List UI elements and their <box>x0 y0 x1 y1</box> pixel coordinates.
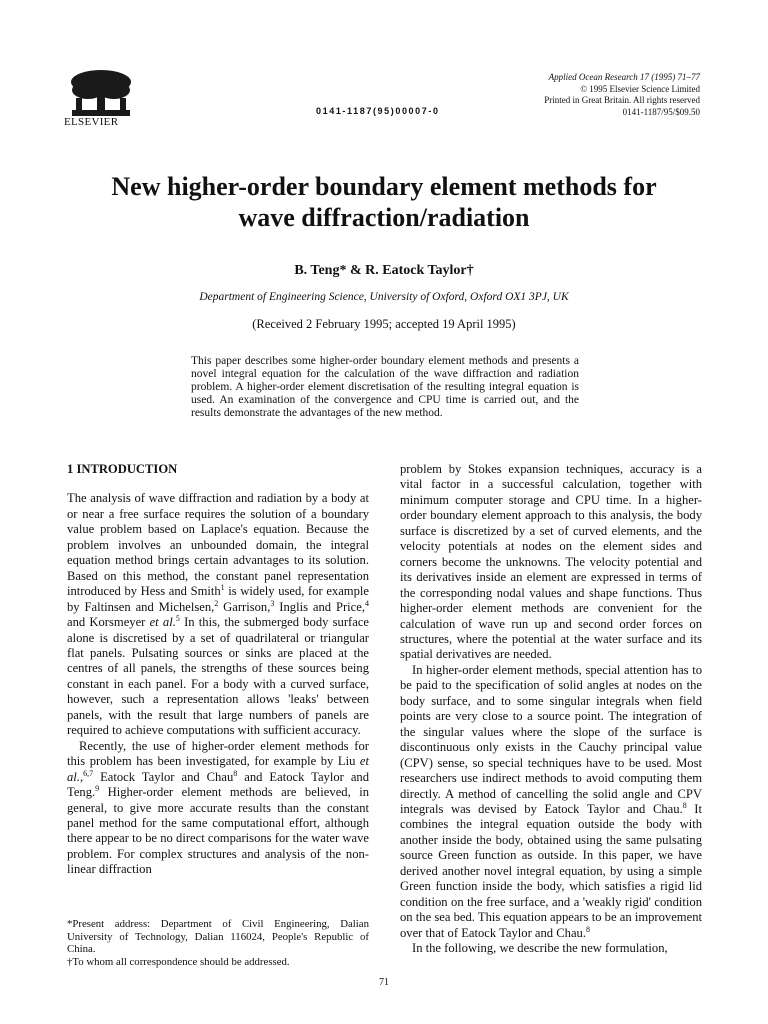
citation-ref: 8 <box>233 768 238 778</box>
article-title <box>40 171 728 233</box>
paragraph: The analysis of wave diffraction and radiation by a body at or near a free surface requires the solution of a boundary value problem based on Laplace's equation. Because the problem involves an unbounded domain, the integral equation method brings certain advantages to its solution. Based on this method, the constant panel representation introduced by Hess and Smith$^1$ is widely used, for example by Faltinsen and Michelsen,$^2$ Garrison,$^3$ Inglis and Price,$^4$ and Korsmeyer et al.$^5$ In this, the submerged body surface alone is discretised by a set of quadrilateral or triangular flat panels. Pulsating sources or sinks are placed at the centres of all panels, the strengths of these sources being constant in each panel. For a body with a curved surface, however, such a representation allows 'leaks' between panels, with the result that large numbers of panels are required to achieve computations with sufficient accuracy. <box>67 491 370 738</box>
issn-price-line: 0141-1187/95/$09.50 <box>622 106 700 117</box>
citation-ref: 5 <box>175 613 180 623</box>
elsevier-tree-logo <box>66 68 136 118</box>
section-heading: 1 INTRODUCTION <box>67 462 178 476</box>
page-number: 71 <box>379 977 389 988</box>
citation-ref: 8 <box>682 800 687 810</box>
paragraph: Recently, the use of higher-order element methods for this problem has been investigated, for example by Liu et al.,$^{6,7}$ Eatock Taylor and Chau$^8$ and Eatock Taylor and Teng.$^9$ Higher-order element methods are believed, in general, to give more accurate results than the constant panel method for the same computational effort, although there appear to be no direct comparisons for the water wave problem. For complex structures and analysis of the non-linear diffraction <box>67 738 369 877</box>
authors: B. Teng* & R. Eatock Taylor† <box>294 263 474 278</box>
footnote: †To whom all correspondence should be addressed. <box>67 955 290 968</box>
citation-ref: 6,7 <box>83 768 94 778</box>
citation-ref: 8 <box>586 924 590 934</box>
citation-ref: 1 <box>220 582 225 592</box>
right-column <box>400 462 702 957</box>
paragraph: In the following, we describe the new formulation, <box>412 941 668 956</box>
affiliation: Department of Engineering Science, University of Oxford, Oxford OX1 3PJ, UK <box>199 291 569 303</box>
received-dates: (Received 2 February 1995; accepted 19 April 1995) <box>252 317 516 331</box>
title-line-1: New higher-order boundary element methods for <box>111 172 657 201</box>
printed-line: Printed in Great Britain. All rights reserved <box>544 95 700 105</box>
citation-ref: 9 <box>95 783 100 793</box>
journal-citation: Applied Ocean Research 17 (1995) 71–77 <box>548 72 700 82</box>
left-column <box>67 462 369 878</box>
copyright-line: © 1995 Elsevier Science Limited <box>580 83 700 94</box>
citation-ref: 3 <box>270 598 275 608</box>
paragraph: In higher-order element methods, special attention has to be paid to the specification of solid angles at nodes on the body surface, and to some singular integrals when field points are very close to a source point. The integration of the singular values where the slope of the surface is discontinuous only exists in the Cauchy principal value (CPV) sense, so special techniques have to be used. Most researchers use indirect methods to avoid computing them directly. A method of cancelling the solid angle and CPV integrals was devised by Eatock Taylor and Chau.$^8$ It combines the integral equation outside the body with another inside the body, obtained using the same pulsating source Green function as outside. In this paper, we have derived another novel integral equation, by using a simple Green function inside the body, which satisfies a rigid lid condition on the free surface, and a 'weakly rigid' condition on the sea bed. This equation appears to be an improvement over that of Eatock Taylor and Chau.$^8$ <box>400 662 702 940</box>
footnotes <box>67 918 369 968</box>
footnote: *Present address: Department of Civil Engineering, Dalian University of Technology, Dalian 116024, People's Republic of China. <box>67 918 369 955</box>
title-line-2: wave diffraction/radiation <box>238 203 530 232</box>
doi-code: 0141-1187(95)00007-0 <box>316 106 440 116</box>
citation-ref: 4 <box>365 598 369 608</box>
citation-ref: 2 <box>214 598 219 608</box>
paragraph: problem by Stokes expansion techniques, accuracy is a vital factor in a successful calculation, together with minimum computer storage and CPU time. In a higher-order boundary element approach to this analysis, the body surface is discretized by a set of curved elements, and the velocity potentials at nodes on the element sides and corners become the unknowns. The velocity potential and its derivatives inside an element are expressed in terms of the corresponding nodal values and shape functions. Thus higher-order element methods are convenient for the calculation of wave run up and second order forces on structures, where the potential at the water surface and its spatial derivatives are needed. <box>400 462 702 662</box>
journal-info <box>544 72 700 118</box>
abstract: This paper describes some higher-order boundary element methods and presents a novel integral equation for the calculation of the wave diffraction and radiation problem. A higher-order element discretisation of the resulting integral equation is used. An examination of the convergence and CPU time is carried out, and the results demonstrate the advantages of the new method. <box>191 355 579 419</box>
publisher-name: ELSEVIER <box>64 116 119 128</box>
